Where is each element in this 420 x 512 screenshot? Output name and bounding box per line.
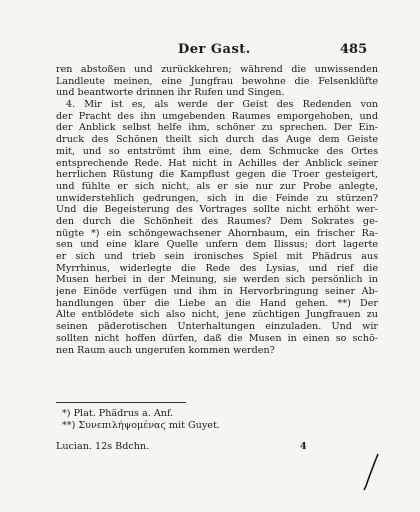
signature-mark: 4 — [300, 441, 307, 452]
text-line: nen Raum auch ungerufen kommen werden? — [56, 344, 275, 356]
text-line: 4. Mir ist es, als werde der Geist des Redenden von — [66, 99, 378, 111]
text-line: nügte *) ein schöngewachsener Ahornbaum, ein frischer Ra- — [56, 227, 378, 239]
footnote-rule — [56, 402, 186, 403]
running-title: Der Gast. — [178, 42, 251, 57]
text-line: entsprechende Rede. Hat nicht in Achilles der Anblick seiner — [56, 157, 378, 169]
text-line: Und die Begeisterung des Vortrages sollte nicht erhöht wer- — [56, 204, 378, 216]
text-line: und beantworte drinnen ihr Rufen und Singen. — [56, 87, 285, 99]
footnote: **) Συνεπιλήψομέναϛ mit Guyet. — [62, 420, 220, 431]
text-line: der Anblick selbst helfe ihm, schöner zu sprechen. Der Ein- — [56, 122, 378, 134]
text-line: Musen herbei in der Meinung, sie werden sich persönlich in — [56, 274, 378, 286]
text-line: jene Einöde verfügen und ihm in Hervorbringung seiner Ab- — [56, 286, 378, 298]
text-line: seinen päderotischen Unterhaltungen einzuladen. Und wir — [56, 321, 378, 333]
body-text — [56, 64, 378, 356]
text-line: er sich und trieb sein ironisches Spiel mit Phädrus aus — [56, 251, 378, 262]
text-line: den durch die Schönheit des Raumes? Dem Sokrates ge- — [56, 215, 378, 227]
text-line: unwiderstehlich gedrungen, sich in die Feinde zu stürzen? — [56, 192, 378, 204]
signature-text: Lucian. 12s Bdchn. — [56, 441, 150, 452]
page-number: 485 — [340, 42, 368, 57]
text-line: mit, und so entströmt ihm eine, dem Schmucke des Ortes — [56, 145, 378, 157]
text-line: Myrrhinus, widerlegte die Rede des Lysias, und rief die — [56, 262, 378, 274]
text-line: der Pracht des ihn umgebenden Raumes emporgehoben, und — [56, 110, 378, 122]
text-line: Alte entblödete sich also nicht, jene züchtigen Jungfrauen zu — [56, 309, 378, 321]
text-line: herrlichen Rüstung die Kampflust gegen die Troer gesteigert, — [56, 169, 378, 181]
text-line: Landleute meinen, eine Jungfrau bewohne die Felsenklüfte — [56, 75, 378, 87]
text-line: sen und eine klare Quelle unfern dem Ilissus; dort lagerte — [56, 239, 378, 251]
page-header — [0, 42, 420, 60]
text-line: druck des Schönen theilt sich durch das Auge dem Geiste — [56, 134, 378, 146]
footnote: *) Plat. Phädrus a. Anf. — [62, 408, 174, 419]
text-line: sollten nicht hoffen dürfen, daß die Musen in einen so schö- — [56, 332, 378, 344]
text-line: und fühlte er sich nicht, als er sie nur zur Probe anlegte, — [56, 180, 378, 192]
footnotes — [62, 408, 372, 432]
pen-mark-icon — [362, 452, 382, 492]
text-line: handlungen über die Liebe an die Hand gehen. **) Der — [56, 297, 378, 309]
text-line: ren abstoßen und zurückkehren; während die unwissenden — [56, 64, 378, 75]
